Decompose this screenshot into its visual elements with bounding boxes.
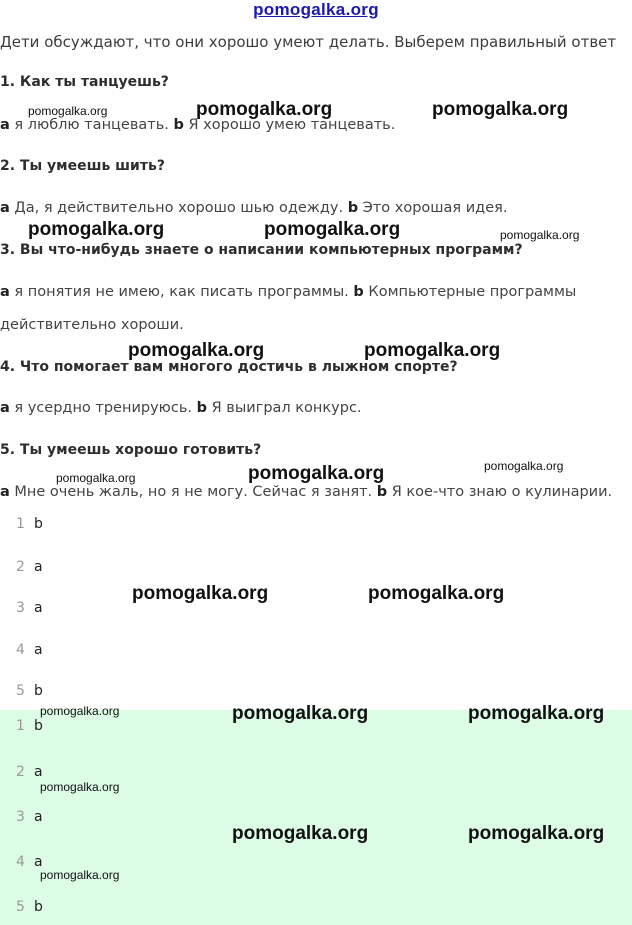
watermark: pomogalka.org [132,583,269,604]
answer-key-item [16,683,43,699]
option-b-label: b [173,117,184,133]
watermark: pomogalka.org [196,99,333,120]
answer-number: 3 [16,600,25,616]
watermark: pomogalka.org [232,703,369,724]
answer-value: a [34,854,43,870]
option-b-label: b [353,284,364,300]
option-b-text: Компьютерные программы [363,284,577,300]
answer-number: 5 [16,899,25,915]
answer-number: 2 [16,764,25,780]
option-b-text: Я хорошо умею танцевать. [183,117,396,133]
answer-panel [0,710,632,925]
answer-number: 1 [16,516,25,532]
question-2: 2. Ты умеешь шить? [0,158,165,174]
answer-number: 3 [16,809,25,825]
watermark: pomogalka.org [40,704,120,718]
option-a-text: Мне очень жаль, но я не могу. Сейчас я занят. [9,484,377,500]
answer-value: a [34,642,43,658]
answer-line-5 [0,484,612,500]
question-3: 3. Вы что-нибудь знаете о написании компьютерных программ? [0,242,523,258]
answer-key-item [16,642,43,658]
answer-value: a [34,809,43,825]
answer-key-item [16,516,43,532]
question-5: 5. Ты умеешь хорошо готовить? [0,442,262,458]
watermark: pomogalka.org [264,219,401,240]
watermark: pomogalka.org [432,99,569,120]
option-b-text: Я кое-что знаю о кулинарии. [387,484,613,500]
answer-key-item [16,600,43,616]
answer-value: b [34,718,43,734]
watermark: pomogalka.org [28,104,108,118]
answer-value: b [34,899,43,915]
watermark: pomogalka.org [40,868,120,882]
watermark: pomogalka.org [364,340,501,361]
answer-line-2 [0,200,507,216]
option-a-label: a [0,484,10,500]
answer-key-item [16,899,43,915]
answer-number: 2 [16,559,25,575]
watermark: pomogalka.org [28,219,165,240]
question-1: 1. Как ты танцуешь? [0,74,169,90]
answer-value: a [34,559,43,575]
option-a-label: a [0,284,10,300]
question-4: 4. Что помогает вам многого достичь в лыжном спорте? [0,359,458,375]
answer-value: b [34,683,43,699]
watermark: pomogalka.org [500,228,580,242]
option-b-label: b [196,400,207,416]
option-a-label: a [0,400,10,416]
watermark: pomogalka.org [232,823,369,844]
answer-line-3 [0,284,576,300]
answer-key-item [16,764,43,780]
watermark: pomogalka.org [40,780,120,794]
answer-number: 4 [16,642,25,658]
watermark: pomogalka.org [484,459,564,473]
option-b-text: Я выиграл конкурс. [207,400,362,416]
answer-value: b [34,516,43,532]
option-b-label: b [347,200,359,216]
option-a-label: a [0,200,10,216]
answer-number: 1 [16,718,25,734]
option-a-text: я усердно тренируюсь. [9,400,197,416]
option-b-label: b [376,484,388,500]
answer-number: 5 [16,683,25,699]
answer-line-4 [0,400,362,416]
watermark: pomogalka.org [468,703,605,724]
option-a-text: я люблю танцевать. [9,117,174,133]
watermark: pomogalka.org [468,823,605,844]
answer-key-item [16,559,43,575]
answer-value: a [34,600,43,616]
answer-key-item [16,854,43,870]
answer-value: a [34,764,43,780]
watermark: pomogalka.org [128,340,265,361]
watermark: pomogalka.org [56,471,136,485]
watermark: pomogalka.org [368,583,505,604]
watermark: pomogalka.org [248,463,385,484]
option-a-text: я понятия не имею, как писать программы. [9,284,354,300]
answer-line-3-continued: действительно хороши. [0,317,184,333]
site-title-link[interactable]: pomogalka.org [253,0,379,19]
option-a-text: Да, я действительно хорошо шью одежду. [9,200,348,216]
option-b-text: Это хорошая идея. [358,200,508,216]
answer-number: 4 [16,854,25,870]
option-a-label: a [0,117,10,133]
intro-text: Дети обсуждают, что они хорошо умеют делать. Выберем правильный ответ [0,33,617,51]
answer-key-item [16,718,43,734]
answer-key-item [16,809,43,825]
